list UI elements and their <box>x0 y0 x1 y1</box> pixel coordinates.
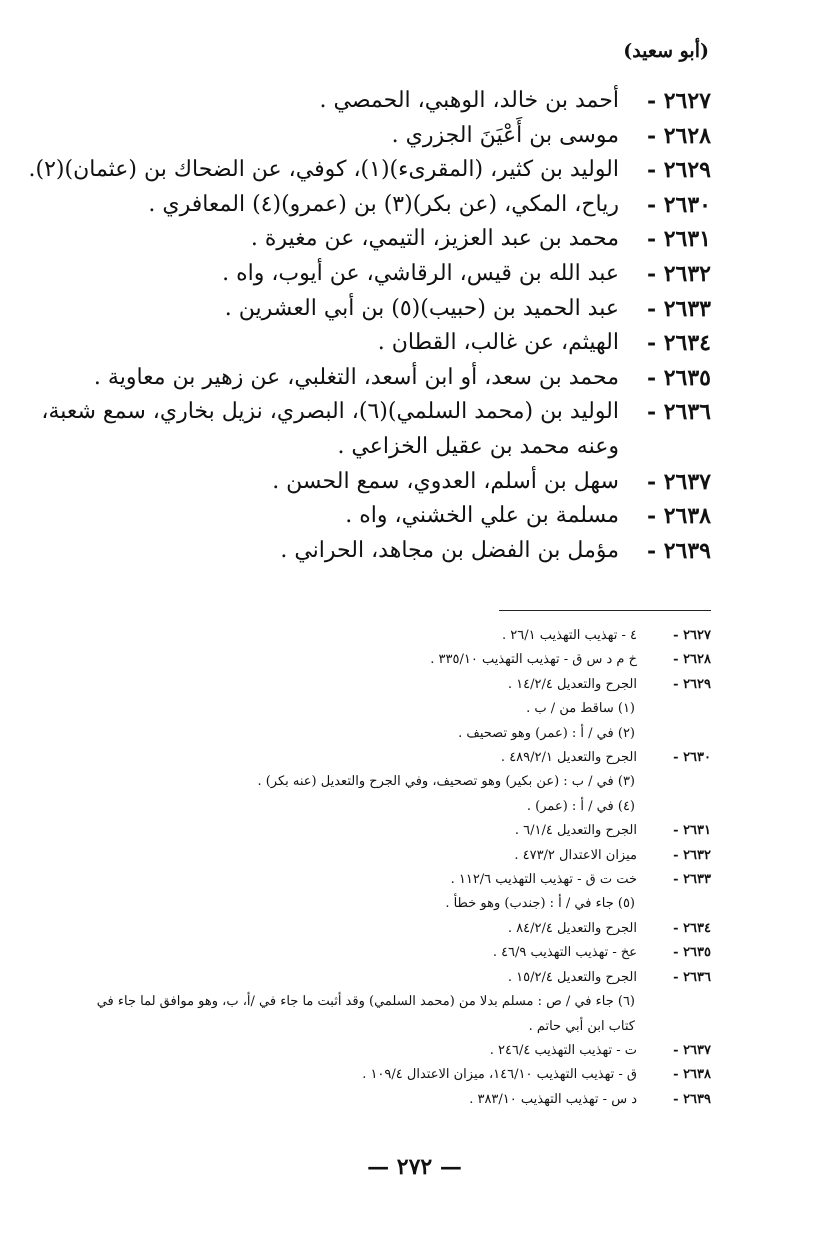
entry-text-line: سهل بن أسلم، العدوي، سمع الحسن . <box>272 468 619 494</box>
footnote-row <box>40 673 711 697</box>
entry-number: ٢٦٣١ - <box>646 226 711 253</box>
entry-text <box>251 222 619 257</box>
footnote-row <box>40 1063 711 1087</box>
entry-row <box>30 153 711 188</box>
entry-number: ٢٦٣٤ - <box>646 330 711 357</box>
footnote-text: الجرح والتعديل ٤٨٩/٢/١ . <box>500 750 637 766</box>
footnote-entry-number: ٢٦٣٢ - <box>673 847 711 863</box>
entry-row <box>30 257 711 292</box>
footnote-entry-number: ٢٦٣٣ - <box>673 872 711 888</box>
entry-text <box>41 395 619 464</box>
footnote-entry-number: ٢٦٣٤ - <box>673 920 711 936</box>
entry-text-line: الوليد بن (محمد السلمي)(٦)، البصري، نزيل بخاري، سمع شعبة، <box>41 399 619 425</box>
footnote-row <box>40 1039 711 1063</box>
entry-row <box>30 222 711 257</box>
entry-number: ٢٦٣٢ - <box>646 260 711 287</box>
footnote-entry-number: ٢٦٣٠ - <box>673 750 711 766</box>
entry-row <box>30 188 711 223</box>
footnote-text: ق - تهذيب التهذيب ١٤٦/١٠، ميزان الاعتدال ١٠٩/٤ . <box>362 1067 637 1083</box>
entry-text <box>148 188 619 223</box>
entry-text-line: مؤمل بن الفضل بن مجاهد، الحراني . <box>280 537 619 563</box>
footnote-row <box>40 892 711 916</box>
entry-number: ٢٦٣٥ - <box>646 364 711 391</box>
entry-number: ٢٦٣٩ - <box>646 537 711 564</box>
footnote-row <box>40 941 711 965</box>
footnote-text: (١) ساقط من / ب . <box>526 701 635 717</box>
entry-text <box>225 292 619 327</box>
footnote-text: (٤) في / أ : (عمر) . <box>526 798 635 814</box>
footnote-text: خت ت ق - تهذيب التهذيب ١١٢/٦ . <box>450 872 637 888</box>
footnote-text: ٤ - تهذيب التهذيب ٢٦/١ . <box>501 628 637 643</box>
entry-row <box>30 465 711 500</box>
footnotes <box>40 624 711 1112</box>
footnote-text: كتاب ابن أبي حاتم . <box>528 1018 635 1034</box>
entry-row <box>30 499 711 534</box>
footnote-row <box>40 746 711 770</box>
footnote-text: (٢) في / أ : (عمر) وهو تصحيف . <box>458 725 635 741</box>
running-header: (أبو سعيد) <box>623 40 709 62</box>
footnote-row <box>40 1015 711 1039</box>
footnote-row <box>40 868 711 892</box>
page-number: — ٢٧٢ — <box>367 1154 462 1180</box>
footnote-entry-number: ٢٦٢٧ - <box>673 628 711 643</box>
footnote-row <box>40 917 711 941</box>
entry-text <box>272 465 619 500</box>
biography-entries <box>30 84 711 568</box>
entry-text-line: محمد بن سعد، أو ابن أسعد، التغلبي، عن زهير بن معاوية . <box>93 364 619 390</box>
entry-text-line: عبد الله بن قيس، الرقاشي، عن أيوب، واه . <box>222 260 619 286</box>
entry-number: ٢٦٢٩ - <box>646 157 711 184</box>
footnote-entry-number: ٢٦٢٩ - <box>673 676 711 692</box>
entry-text-line: محمد بن عبد العزيز، التيمي، عن مغيرة . <box>250 226 619 252</box>
entry-text-continuation: وعنه محمد بن عقيل الخزاعي . <box>337 433 619 459</box>
footnote-entry-number: ٢٦٣١ - <box>673 823 711 839</box>
footnote-row <box>40 648 711 672</box>
entry-text-line: أحمد بن خالد، الوهبي، الحمصي . <box>319 88 619 113</box>
footnote-text: الجرح والتعديل ٦/١/٤ . <box>514 823 637 839</box>
footnote-separator <box>499 610 711 611</box>
footnote-text: (٥) جاء في / أ : (جندب) وهو خطأ . <box>445 896 635 912</box>
footnote-text: (٣) في / ب : (عن بكير) وهو تصحيف، وفي الجرح والتعديل (عنه بكر) . <box>257 774 635 790</box>
entry-text <box>378 326 619 361</box>
entry-row <box>30 84 711 119</box>
footnote-text: خ م د س ق - تهذيب التهذيب ٣٣٥/١٠ . <box>430 652 637 668</box>
footnote-text: ميزان الاعتدال ٤٧٣/٢ . <box>514 847 637 863</box>
footnote-row <box>40 819 711 843</box>
entry-number: ٢٦٣٦ - <box>646 399 711 426</box>
entry-number: ٢٦٣٧ - <box>646 468 711 495</box>
footnote-entry-number: ٢٦٣٦ - <box>673 969 711 985</box>
entry-text <box>29 153 619 188</box>
entry-text <box>320 84 619 119</box>
entry-row <box>30 395 711 464</box>
entry-row <box>30 119 711 154</box>
entry-number: ٢٦٣٣ - <box>646 295 711 322</box>
footnote-text: ت - تهذيب التهذيب ٢٤٦/٤ . <box>489 1042 637 1058</box>
entry-number: ٢٦٢٧ - <box>646 88 711 114</box>
entry-row <box>30 326 711 361</box>
footnote-entry-number: ٢٦٣٧ - <box>673 1042 711 1058</box>
footnote-row <box>40 722 711 746</box>
footnote-row <box>40 770 711 794</box>
entry-number: ٢٦٣٨ - <box>646 503 711 530</box>
footnote-text: عخ - تهذيب التهذيب ٤٦/٩ . <box>492 945 637 961</box>
entry-number: ٢٦٣٠ - <box>646 191 711 218</box>
entry-row <box>30 292 711 327</box>
footnote-row <box>40 697 711 721</box>
entry-text <box>222 257 619 292</box>
entry-text <box>392 119 619 154</box>
footnote-text: الجرح والتعديل ٨٤/٢/٤ . <box>507 920 637 936</box>
footnote-row <box>40 990 711 1014</box>
footnote-row <box>40 844 711 868</box>
entry-text-line: الوليد بن كثير، (المقرىء)(١)، كوفي، عن الضحاك بن (عثمان)(٢). <box>28 157 619 183</box>
footnote-text: الجرح والتعديل ١٤/٢/٤ . <box>507 676 637 692</box>
footnote-entry-number: ٢٦٣٩ - <box>673 1091 711 1107</box>
entry-text-line: عبد الحميد بن (حبيب)(٥) بن أبي العشرين . <box>224 295 619 321</box>
footnote-entry-number: ٢٦٣٨ - <box>673 1067 711 1083</box>
entry-row <box>30 361 711 396</box>
footnote-text: د س - تهذيب التهذيب ٣٨٣/١٠ . <box>469 1091 637 1107</box>
footnote-entry-number: ٢٦٢٨ - <box>673 652 711 668</box>
footnote-text: الجرح والتعديل ١٥/٢/٤ . <box>507 969 637 985</box>
footnote-entry-number: ٢٦٣٥ - <box>673 945 711 961</box>
entry-text-line: مسلمة بن علي الخشني، واه . <box>345 503 619 529</box>
footnote-row <box>40 624 711 648</box>
entry-text <box>280 534 619 569</box>
entry-number: ٢٦٢٨ - <box>646 122 711 149</box>
entry-text-line: الهيثم، عن غالب، القطان . <box>377 330 619 356</box>
entry-text <box>345 499 619 534</box>
footnote-row <box>40 1088 711 1112</box>
footnote-text: (٦) جاء في / ص : مسلم بدلا من (محمد السلمي) وقد أثبت ما جاء في /أ، ب، وهو موافق لما جاء في <box>96 994 635 1010</box>
footnote-row <box>40 795 711 819</box>
entry-text-line: رياح، المكي، (عن بكر)(٣) بن (عمرو)(٤) المعافري . <box>148 191 619 217</box>
entry-row <box>30 534 711 569</box>
footnote-row <box>40 966 711 990</box>
entry-text-line: موسى بن أَعْيَنَ الجزري . <box>391 122 619 148</box>
entry-text <box>94 361 619 396</box>
